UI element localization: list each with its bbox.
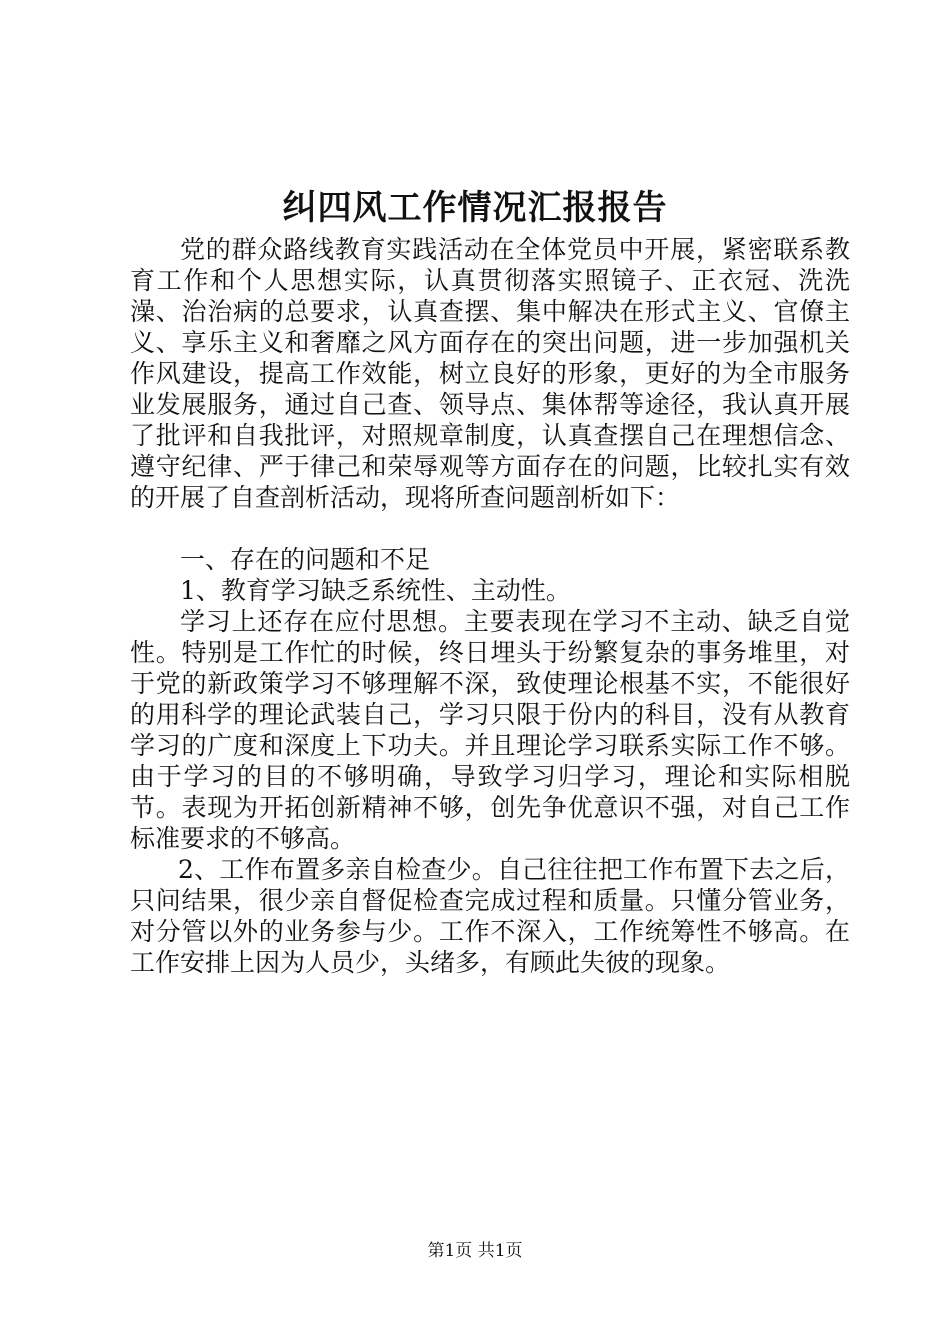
item-1-heading: 1、教育学习缺乏系统性、主动性。 [180,576,571,605]
page-number-footer: 第1页 共1页 [427,1241,523,1261]
section-heading: 一、存在的问题和不足 [180,545,431,574]
intro-paragraph: 党的群众路线教育实践活动在全体党员中开展，紧密联系教育工作和个人思想实际，认真贯彻落实照镜子、正衣冠、洗洗澡、治治病的总要求，认真查摆、集中解决在形式主义、官僚主义、享乐主义和奢靡之风方面存在的突出问题，进一步加强机关作风建设，提高工作效能，树立良好的形象，更好的为全市服务业发展服务，通过自己查、领导点、集体帮等途径，我认真开展了批评和自我批评，对照规章制度，认真查摆自己在理想信念、遵守纪律、严于律己和荣辱观等方面存在的问题，比较扎实有效的开展了自查剖析活动，现将所查问题剖析如下： [130,235,850,512]
item-2-paragraph: 2、工作布置多亲自检查少。自己往往把工作布置下去之后，只问结果，很少亲自督促检查完成过程和质量。只懂分管业务，对分管以外的业务参与少。工作不深入，工作统筹性不够高。在工作安排上因为人员少，头绪多，有顾此失彼的现象。 [130,855,850,977]
document-body [130,234,850,978]
document-title: 纠四风工作情况汇报报告 [282,188,668,228]
item-1-paragraph: 学习上还存在应付思想。主要表现在学习不主动、缺乏自觉性。特别是工作忙的时候，终日埋头于纷繁复杂的事务堆里，对于党的新政策学习不够理解不深，致使理论根基不实，不能很好的用科学的理论武装自己，学习只限于份内的科目，没有从教育学习的广度和深度上下功夫。并且理论学习联系实际工作不够。由于学习的目的不够明确，导致学习归学习，理论和实际相脱节。表现为开拓创新精神不够，创先争优意识不强，对自己工作标准要求的不够高。 [130,607,850,853]
paragraph-spacer [130,513,850,544]
